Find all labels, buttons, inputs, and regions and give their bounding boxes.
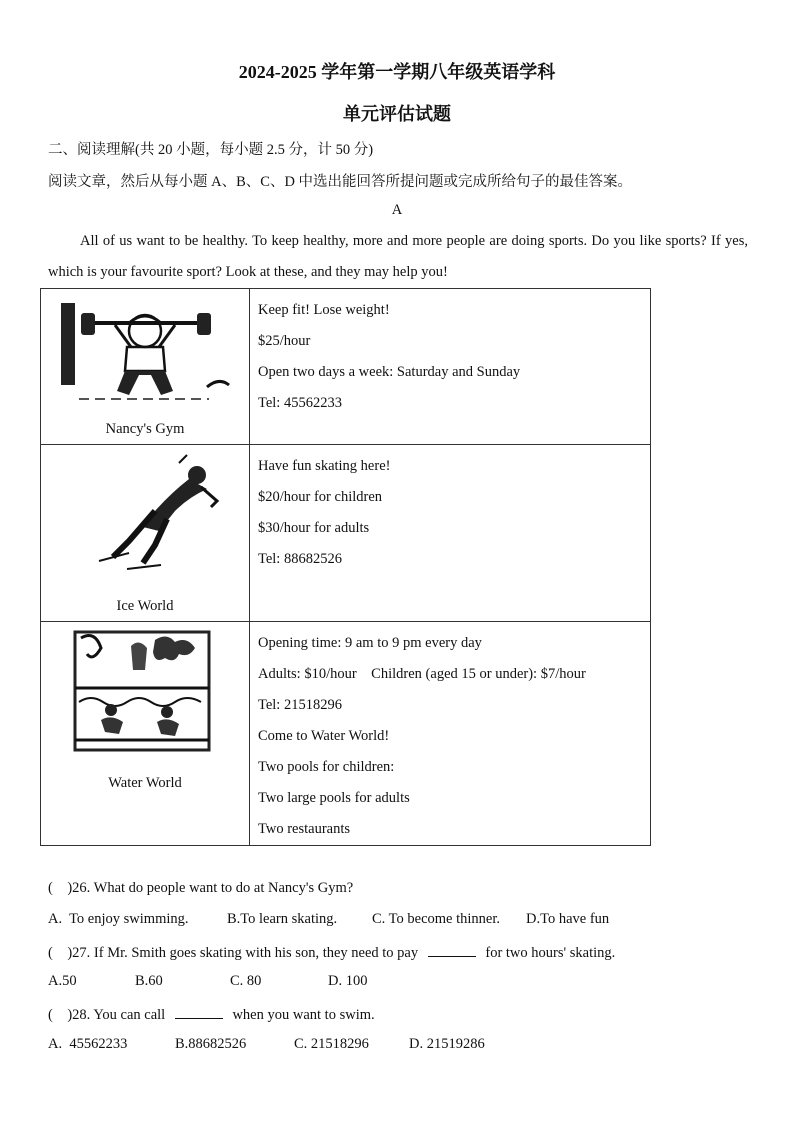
- answer-blank[interactable]: [428, 942, 476, 957]
- ad-line: Adults: $10/hour Children (aged 15 or under): $7/hour: [258, 666, 586, 682]
- option-b: B.88682526: [175, 1036, 247, 1052]
- option-c: C. To become thinner.: [372, 911, 500, 927]
- option-b: B.To learn skating.: [227, 911, 338, 927]
- ad-line: Keep fit! Lose weight!: [258, 302, 390, 318]
- option-d: D. 21519286: [409, 1036, 485, 1052]
- option-b: B.60: [135, 973, 163, 989]
- question-stem: ( )27. If Mr. Smith goes skating with his son, they need to pay: [48, 945, 419, 961]
- question-stem: ( )26. What do people want to do at Nancy's Gym?: [48, 880, 354, 896]
- ad-row: [41, 445, 651, 622]
- ad-picture-cell: [41, 445, 250, 622]
- ad-name: Water World: [108, 775, 182, 791]
- ads-table: [40, 288, 651, 846]
- ad-info-cell: [250, 445, 651, 622]
- option-a: A.50: [48, 973, 77, 989]
- section-instruction: 阅读文章，然后从每小题 A、B、C、D 中选出能回答所提问题或完成所给句子的最佳答案。: [48, 174, 633, 190]
- speed-skater-picture: [71, 453, 231, 573]
- ad-line: Tel: 45562233: [258, 395, 342, 411]
- ad-line: Come to Water World!: [258, 728, 390, 744]
- ad-picture-cell: [41, 622, 250, 846]
- ad-line: Tel: 21518296: [258, 697, 342, 713]
- ad-line: Open two days a week: Saturday and Sunday: [258, 364, 521, 380]
- question-stem-end: for two hours' skating.: [485, 945, 616, 961]
- option-d: D. 100: [328, 973, 368, 989]
- ad-line: Two pools for children:: [258, 759, 395, 775]
- ad-line: Two large pools for adults: [258, 790, 410, 806]
- ad-line: $20/hour for children: [258, 489, 383, 505]
- question-26: [48, 880, 353, 897]
- passage-letter: A: [391, 202, 403, 218]
- question-28: [48, 1004, 375, 1024]
- ad-picture-cell: [41, 289, 250, 445]
- weightlifter-picture: [59, 295, 234, 405]
- ad-info-cell: [250, 622, 651, 846]
- exam-title: 2024-2025 学年第一学期八年级英语学科: [238, 62, 556, 82]
- ad-name: Ice World: [116, 598, 174, 614]
- exam-subtitle: 单元评估试题: [343, 104, 451, 124]
- ad-line: Have fun skating here!: [258, 458, 391, 474]
- question-stem: ( )28. You can call: [48, 1007, 166, 1023]
- answer-blank[interactable]: [175, 1004, 223, 1019]
- ad-line: $30/hour for adults: [258, 520, 370, 536]
- option-c: C. 21518296: [294, 1036, 369, 1052]
- option-c: C. 80: [230, 973, 262, 989]
- question-stem-end: when you want to swim.: [232, 1007, 375, 1023]
- option-a: A. To enjoy swimming.: [48, 911, 189, 927]
- swimming-pool-picture: [71, 628, 213, 754]
- ad-line: Opening time: 9 am to 9 pm every day: [258, 635, 482, 651]
- question-27: [48, 942, 615, 962]
- ad-line: Two restaurants: [258, 821, 350, 837]
- ad-row: [41, 622, 651, 846]
- ad-info-cell: [250, 289, 651, 445]
- ad-name: Nancy's Gym: [105, 421, 185, 437]
- option-d: D.To have fun: [526, 911, 610, 927]
- ad-row: [41, 289, 651, 445]
- option-a: A. 45562233: [48, 1036, 128, 1052]
- section-heading: 二、阅读理解(共 20 小题，每小题 2.5 分，计 50 分): [48, 142, 374, 158]
- ad-line: Tel: 88682526: [258, 551, 342, 567]
- passage-intro: All of us want to be healthy. To keep healthy, more and more people are doing sports. Do you like sports? If yes, which is your favourite sport? Look at these, and they may help you!: [48, 233, 748, 280]
- ad-line: $25/hour: [258, 333, 311, 349]
